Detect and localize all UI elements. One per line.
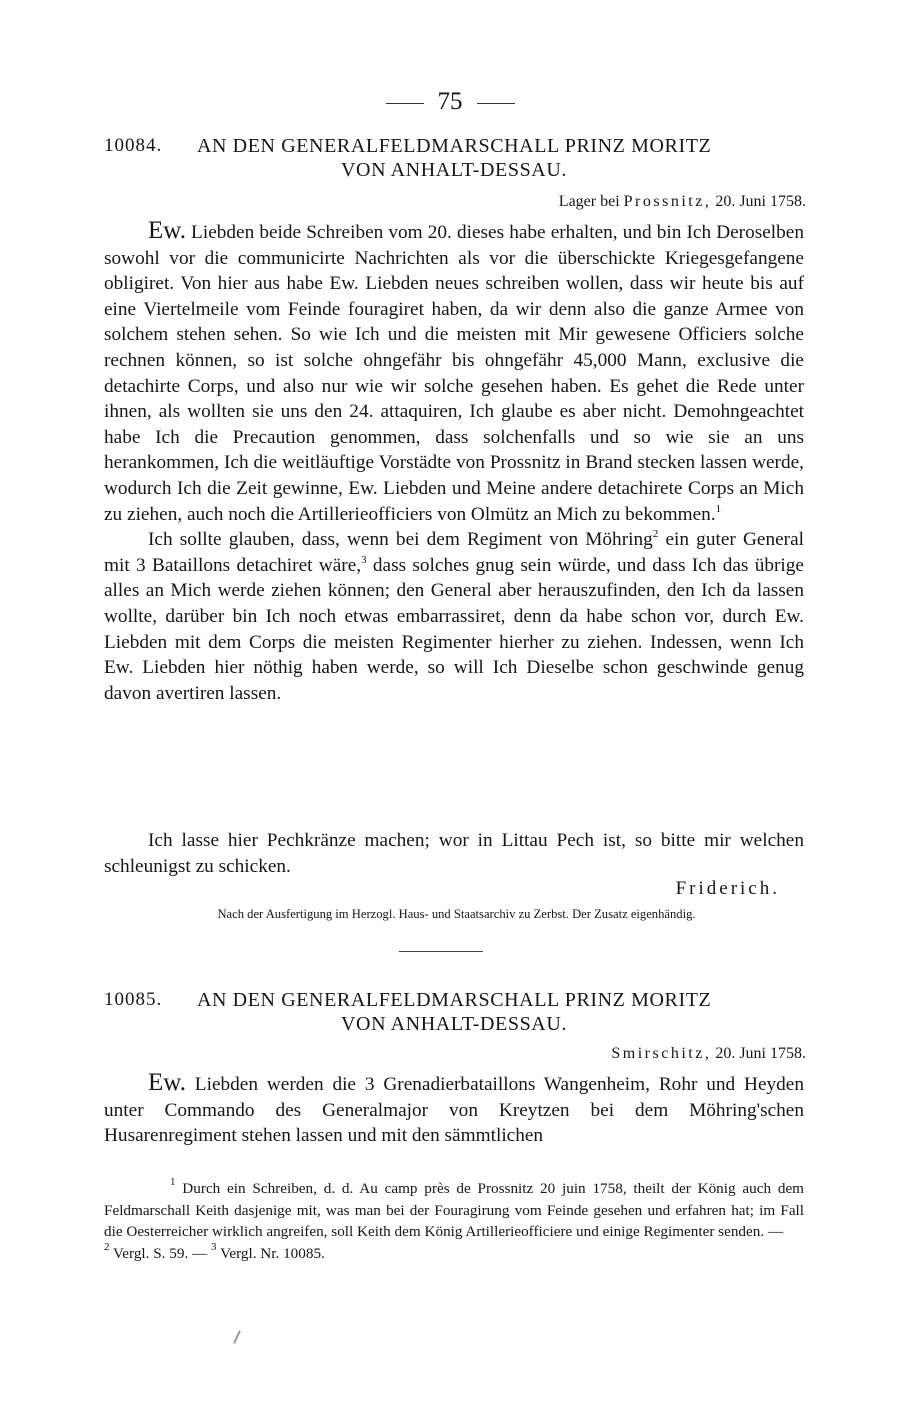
letter-heading-line1: AN DEN GENERALFELDMARSCHALL PRINZ MORITZ bbox=[197, 989, 712, 1011]
paragraph-opening: Ew. bbox=[148, 1069, 186, 1096]
footnote-mark: 3 bbox=[211, 1240, 217, 1253]
footnote bbox=[104, 1178, 804, 1264]
letter-body bbox=[104, 1070, 804, 1149]
paragraph-text: Liebden beide Schreiben vom 20. dieses habe erhalten, und bin Ich Deroselben sowohl vor die communicirte Nachrichten als vor die überschickte Kriegesgefangene obligiret. Von hier aus habe Ew. Liebden neues schreiben wollen, dass wir heute bis auf eine Viertelmeile vom Feinde fouragiret haben, da wir denn also die ganze Armee von solchem stehen sehen. So wie Ich und die meisten mit Mir gewesene Officiers solche rechnen können, so ist solche ohngefähr bis ohngefähr 45,000 Mann, exclusive die detachirte Corps, und also nur wie wir solche gesehen haben. Es gehet die Rede unter ihnen, als wollten sie uns den 24. attaquiren, Ich glaube es aber nicht. Demohngeachtet habe Ich die Precaution genommen, dass solchenfalls und so wie sie an uns herankommen, Ich die weitläuftige Vorstädte von Prossnitz in Brand stecken lassen werde, wodurch Ich die Zeit gewinne, Ew. Liebden und Meine andere detachirete Corps an Mich zu ziehen, auch noch die Artillerieofficiers von Olmütz an Mich zu bekommen. bbox=[104, 222, 804, 525]
signature: Friderich. bbox=[675, 878, 780, 899]
page-header bbox=[0, 88, 900, 116]
letter-heading-line2: VON ANHALT-DESSAU. bbox=[340, 1013, 567, 1035]
page-number: 75 bbox=[437, 88, 463, 115]
date-prefix: Lager bei bbox=[558, 193, 620, 210]
date-text: 20. Juni 1758. bbox=[715, 1045, 806, 1062]
paragraph-opening: Ew. bbox=[148, 217, 186, 244]
footnote-ref[interactable]: 3 bbox=[361, 553, 367, 566]
footnotes bbox=[104, 1178, 804, 1264]
paragraph-text: ein guter General mit 3 Bataillons detachiret wäre, bbox=[104, 529, 804, 576]
paragraph-text: Ich sollte glauben, dass, wenn bei dem Regiment von Möhring bbox=[148, 529, 653, 551]
paragraph: Ich lasse hier Pechkränze machen; wor in Littau Pech ist, so bitte mir welchen schleunigst zu schicken. bbox=[104, 830, 804, 877]
paragraph bbox=[104, 527, 804, 706]
header-rule-left bbox=[386, 103, 424, 104]
date-text: 20. Juni 1758. bbox=[715, 193, 806, 210]
footnote-mark: 2 bbox=[104, 1240, 110, 1253]
letter-number: 10085. bbox=[104, 989, 163, 1010]
paragraph-text: Liebden werden die 3 Grenadierbataillons Wangenheim, Rohr und Heyden unter Commando des Generalmajor von Kreytzen bei dem Möhring'schen Husarenregiment stehen lassen und mit den sämmtlichen bbox=[104, 1074, 804, 1147]
letter-body bbox=[104, 218, 804, 706]
source-note: Nach der Ausfertigung im Herzogl. Haus- und Staatsarchiv zu Zerbst. Der Zusatz eigenhändig. bbox=[217, 907, 696, 921]
footnote-text: Durch ein Schreiben, d. d. Au camp près de Prossnitz 20 juin 1758, theilt der König auch dem Feldmarschall Keith dasjenige mit, was man bei der Fouragirung vom Feinde gesehen und erfahren hat; im Fall die Oesterreicher wirklich angreifen, soll Keith dem König Artillerieofficiere und einige Regimenter senden. — bbox=[104, 1180, 804, 1240]
letter-heading-line2: VON ANHALT-DESSAU. bbox=[340, 159, 567, 181]
footnote-ref[interactable]: 1 bbox=[715, 502, 722, 515]
stray-pen-mark bbox=[233, 1330, 241, 1344]
date-place: Smirschitz, bbox=[611, 1045, 712, 1062]
date-place: Prossnitz, bbox=[623, 193, 712, 210]
paragraph-text: dass solches gnug sein würde, und dass Ich das übrige alles an Mich werde ziehen können; den General aber herauszufinden, den Ich da lassen wollte, darüber bin Ich noch etwas embarrassiret, denn da habe schon vor, durch Ew. Liebden mit dem Corps die meisten Regimenter hierher zu ziehen. Indessen, wenn Ich Ew. Liebden hier nöthig haben werde, so will Ich Dieselbe schon geschwinde genug davon avertiren lassen. bbox=[104, 554, 804, 704]
letter-number: 10084. bbox=[104, 135, 163, 156]
section-divider bbox=[399, 951, 483, 952]
paragraph bbox=[104, 218, 804, 527]
header-rule-right bbox=[477, 103, 515, 104]
letter-heading-line1: AN DEN GENERALFELDMARSCHALL PRINZ MORITZ bbox=[197, 135, 712, 157]
letter-dateline bbox=[611, 1044, 806, 1064]
footnote-mark: 1 bbox=[170, 1176, 176, 1188]
footnote-text: Vergl. S. 59. — bbox=[109, 1244, 208, 1262]
paragraph bbox=[104, 1070, 804, 1149]
letter-postscript bbox=[104, 828, 804, 879]
footnote-text: Vergl. Nr. 10085. bbox=[216, 1244, 325, 1262]
letter-dateline bbox=[559, 192, 806, 212]
footnote-ref[interactable]: 2 bbox=[652, 528, 659, 541]
